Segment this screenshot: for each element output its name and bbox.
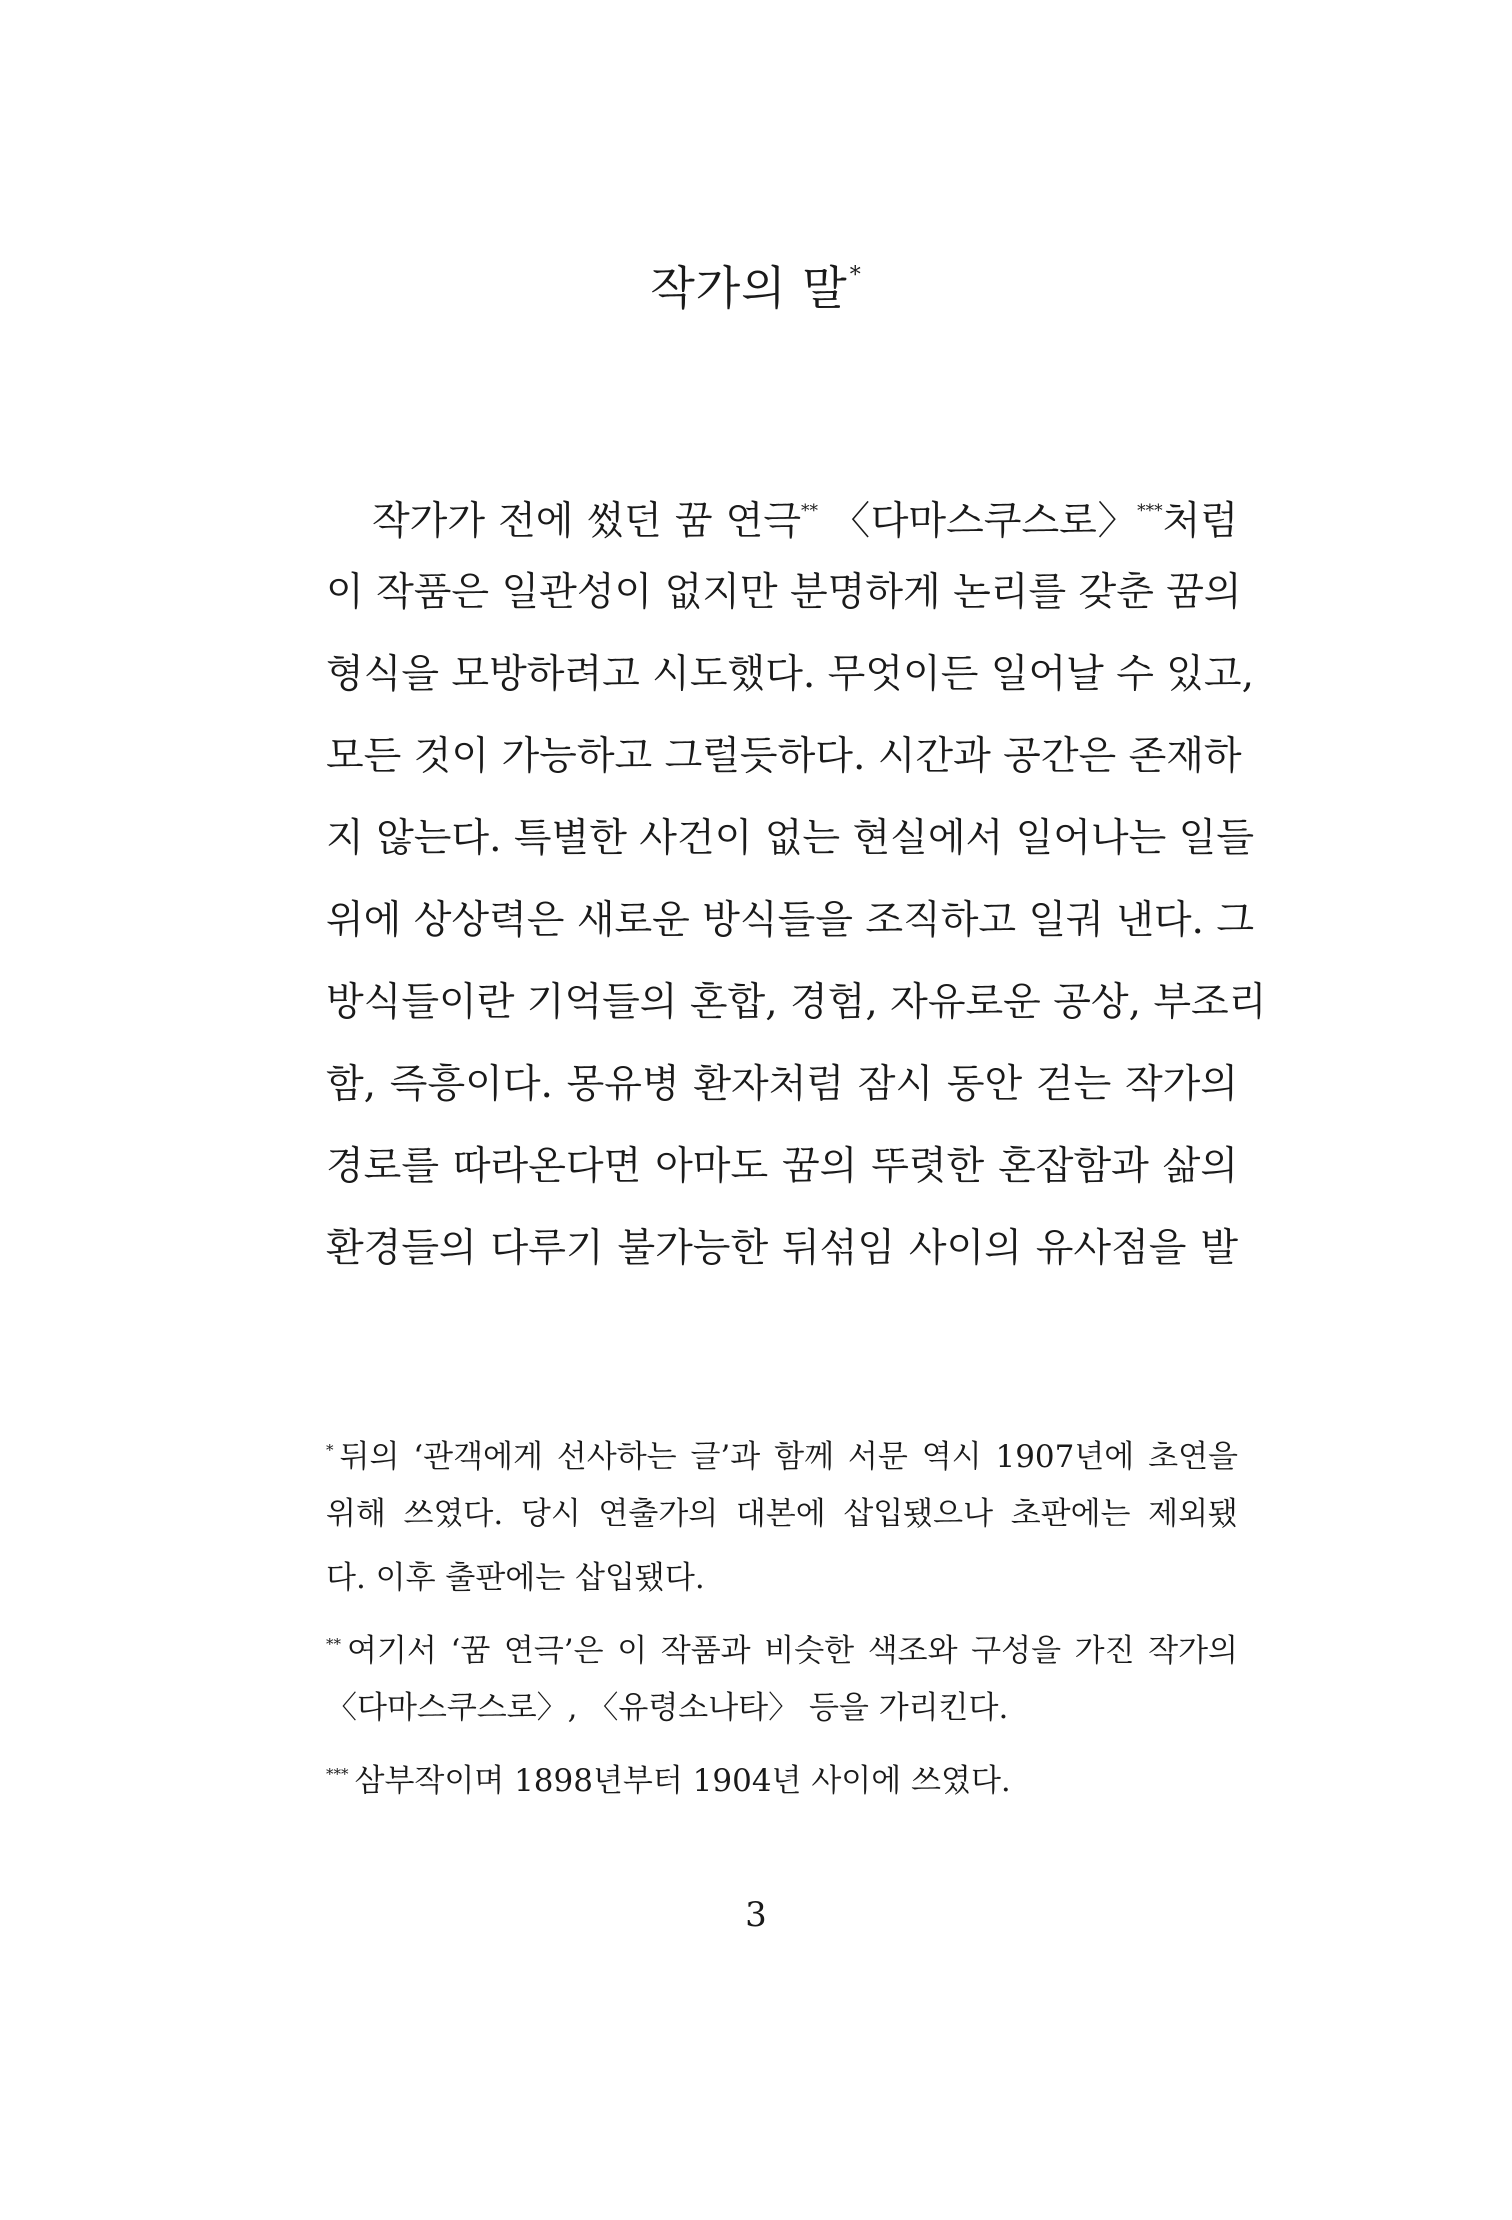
text-segment: 처럼 bbox=[1162, 499, 1238, 544]
footnote-marker: * bbox=[326, 1441, 334, 1459]
body-line: 모든 것이 가능하고 그럴듯하다. 시간과 공간은 존재하 bbox=[326, 734, 1242, 779]
footnote-line bbox=[326, 1418, 1238, 1482]
footnote-line bbox=[326, 1612, 1238, 1676]
footnote-marker: *** bbox=[326, 1765, 349, 1783]
footnote-text: 삼부작이며 1898년부터 1904년 사이에 쓰였다. bbox=[354, 1763, 1011, 1799]
footnote-3 bbox=[326, 1742, 1238, 1806]
text-segment: 〈다마스쿠스로〉 bbox=[818, 499, 1138, 544]
footnote-line: 〈다마스쿠스로〉, 〈유령소나타〉 등을 가리킨다. bbox=[326, 1690, 1009, 1726]
footnotes bbox=[326, 1418, 1238, 1808]
text-segment: 작가가 전에 썼던 꿈 연극 bbox=[372, 499, 802, 544]
footnote-marker: ** bbox=[326, 1635, 341, 1653]
footnote-text: 여기서 ‘꿈 연극’은 이 작품과 비슷한 색조와 구성을 가진 작가의 bbox=[347, 1633, 1238, 1669]
body-text bbox=[326, 470, 1267, 1290]
footnote-line bbox=[326, 1742, 1238, 1806]
footnote-line: 위해 쓰였다. 당시 연출가의 대본에 삽입됐으나 초판에는 제외됐 bbox=[326, 1496, 1238, 1532]
page-number: 3 bbox=[745, 1895, 767, 1935]
body-line: 형식을 모방하려고 시도했다. 무엇이든 일어날 수 있고, bbox=[326, 652, 1255, 697]
body-line bbox=[326, 470, 1238, 552]
body-line: 지 않는다. 특별한 사건이 없는 현실에서 일어나는 일들 bbox=[326, 816, 1255, 861]
footnote-2 bbox=[326, 1612, 1238, 1740]
footnote-line: 다. 이후 출판에는 삽입됐다. bbox=[326, 1560, 705, 1596]
footnote-marker: ** bbox=[801, 501, 819, 521]
page-title bbox=[0, 252, 1512, 318]
body-line: 함, 즉흥이다. 몽유병 환자처럼 잠시 동안 걷는 작가의 bbox=[326, 1062, 1238, 1107]
body-line: 경로를 따라온다면 아마도 꿈의 뚜렷한 혼잡함과 삶의 bbox=[326, 1144, 1238, 1189]
body-line: 방식들이란 기억들의 혼합, 경험, 자유로운 공상, 부조리 bbox=[326, 980, 1267, 1025]
footnote-marker: * bbox=[849, 263, 862, 288]
footnote-text: 뒤의 ‘관객에게 선사하는 글’과 함께 서문 역시 1907년에 초연을 bbox=[339, 1439, 1238, 1475]
body-line: 환경들의 다루기 불가능한 뒤섞임 사이의 유사점을 발 bbox=[326, 1226, 1238, 1271]
body-line: 이 작품은 일관성이 없지만 분명하게 논리를 갖춘 꿈의 bbox=[326, 570, 1242, 615]
footnote-marker: *** bbox=[1137, 501, 1163, 521]
footnote-1 bbox=[326, 1418, 1238, 1610]
body-line: 위에 상상력은 새로운 방식들을 조직하고 일궈 낸다. 그 bbox=[326, 898, 1255, 943]
title-text: 작가의 말 bbox=[650, 261, 848, 315]
